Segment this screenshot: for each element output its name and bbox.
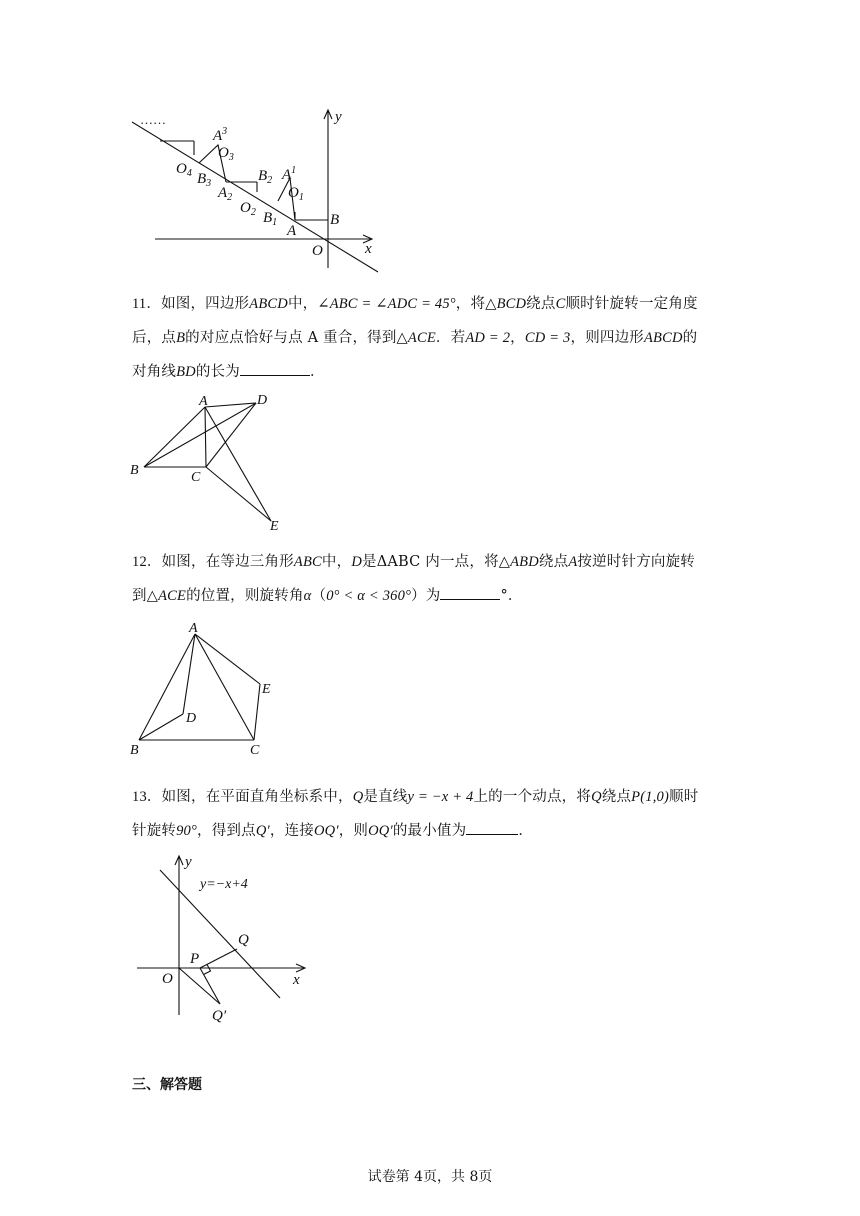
answer-blank[interactable] (240, 361, 310, 376)
question-11 (132, 287, 732, 389)
label-A: A (189, 621, 198, 636)
label-O2: $O_2$ (240, 200, 256, 218)
label-A3: $A^3$ (213, 126, 228, 144)
label-x: x (365, 241, 372, 257)
label-O3: $O_3$ (218, 145, 234, 163)
label-C: C (191, 470, 201, 485)
figure-equilateral-triangle (125, 615, 285, 760)
label-O: O (162, 971, 173, 987)
label-B3: $B_3$ (197, 171, 212, 189)
label-O1: $O_1$ (288, 185, 304, 203)
label-line-equation: y=−x+4 (200, 877, 248, 892)
answer-blank[interactable] (440, 585, 500, 600)
label-A: A (199, 394, 208, 409)
figure-quadrilateral-abcd (125, 390, 295, 535)
section-title: 三、解答题 (132, 1077, 202, 1093)
label-O4: $O_4$ (176, 161, 192, 179)
answer-blank[interactable] (466, 820, 518, 835)
q12-line-1: 12．如图，在等边三角形ABC中，D是ΔABC 内一点，将△ABD绕点A按逆时针方向旋转 (132, 554, 695, 570)
label-B: B (130, 743, 139, 758)
label-B: B (130, 463, 139, 478)
figure-coordinate-rotation (130, 850, 320, 1030)
question-12 (132, 545, 732, 613)
label-D: D (186, 711, 197, 726)
label-A2: $A_2$ (218, 185, 233, 203)
label-Q-prime: Q′ (212, 1008, 227, 1024)
label-D: D (257, 393, 268, 408)
label-y: y (185, 854, 192, 870)
label-A1: $A^1$ (282, 165, 297, 183)
figure-rotation-sequence (120, 100, 390, 275)
label-E: E (270, 519, 279, 534)
q11-line-2: 后，点B的对应点恰好与点 A 重合，得到△ACE．若AD = 2，CD = 3，则四边形ABCD的 (132, 330, 698, 346)
label-B: B (330, 212, 340, 228)
label-A: A (287, 223, 297, 239)
label-O: O (312, 243, 323, 259)
label-Q: Q (238, 932, 249, 948)
label-P: P (190, 951, 200, 967)
q13-line-2: 针旋转90°，得到点Q′，连接OQ′，则OQ′的最小值为 ． (132, 814, 732, 848)
label-y: y (335, 109, 342, 125)
question-13 (132, 780, 732, 848)
ellipsis: …… (140, 112, 166, 127)
q13-line-1: 13．如图，在平面直角坐标系中，Q是直线y = −x + 4上的一个动点，将Q绕点P(1,0)顺时 (132, 789, 699, 805)
label-B2: $B_2$ (258, 168, 273, 186)
label-C: C (250, 743, 260, 758)
label-B1: $B_1$ (263, 210, 278, 228)
q11-line-3: 对角线BD的长为 ． (132, 355, 732, 389)
q11-line-1: 11．如图，四边形ABCD中，∠ABC = ∠ADC = 45°，将△BCD绕点C顺时针旋转一定角度 (132, 296, 698, 312)
page-footer: 试卷第 4页，共 8页 (367, 1169, 493, 1185)
label-x: x (293, 972, 300, 988)
label-E: E (262, 682, 271, 697)
q12-line-2: 到△ACE的位置，则旋转角α（0° < α < 360°）为 °． (132, 579, 732, 613)
